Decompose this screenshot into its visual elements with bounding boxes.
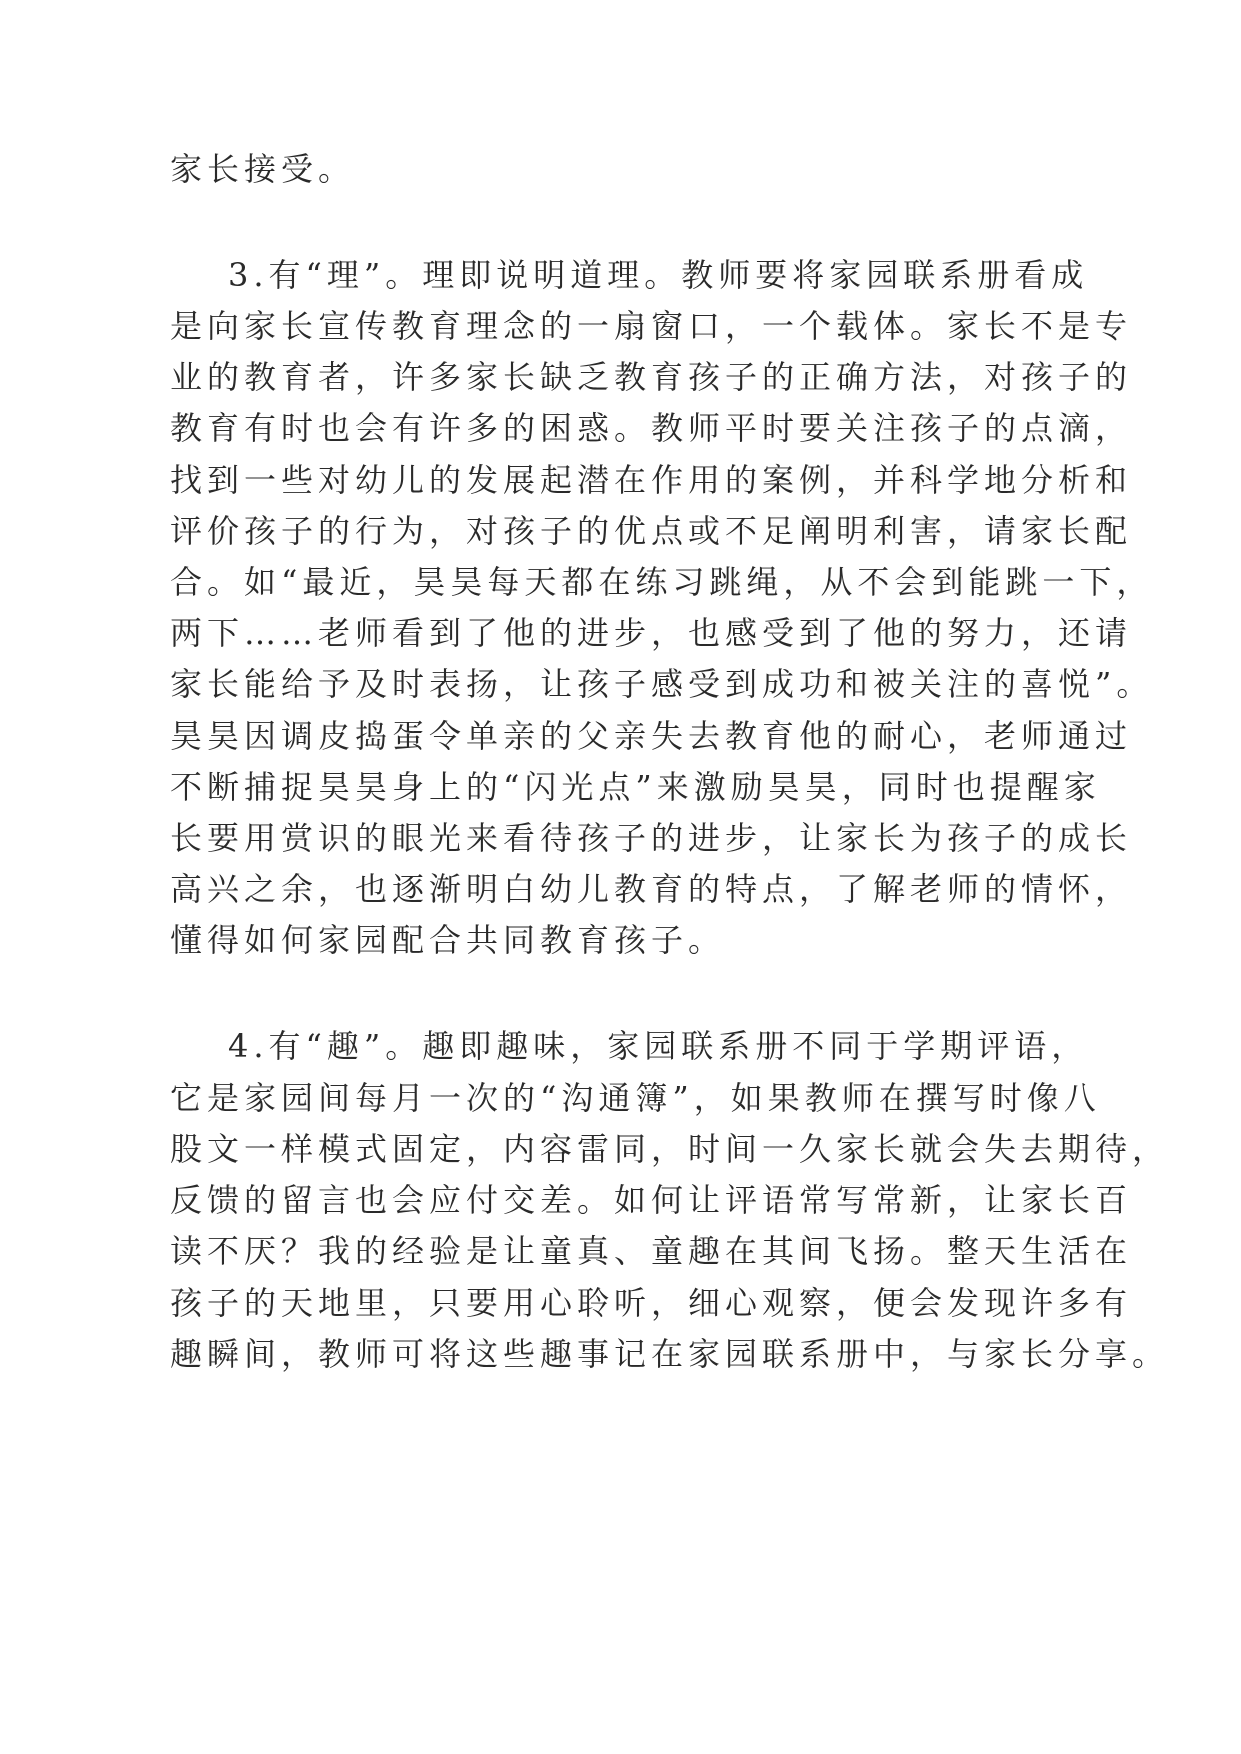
text-line: 它是家园间每月一次的“沟通簿”，如果教师在撰写时像八 <box>170 1079 1101 1117</box>
text-line: 昊昊因调皮捣蛋令单亲的父亲失去教育他的耐心，老师通过 <box>170 717 1133 755</box>
text-line: 两下……老师看到了他的进步，也感受到了他的努力，还请 <box>170 614 1133 652</box>
text-line: 教育有时也会有许多的困惑。教师平时要关注孩子的点滴， <box>170 409 1133 447</box>
text-line: 找到一些对幼儿的发展起潜在作用的案例，并科学地分析和 <box>170 461 1133 499</box>
text-line: 业的教育者，许多家长缺乏教育孩子的正确方法，对孩子的 <box>170 358 1133 396</box>
text-line: 家长接受。 <box>170 150 356 188</box>
text-line: 4.有“趣”。趣即趣味，家园联系册不同于学期评语， <box>228 1027 1089 1065</box>
text-line: 高兴之余，也逐渐明白幼儿教育的特点，了解老师的情怀， <box>170 870 1133 908</box>
text-line: 家长能给予及时表扬，让孩子感受到成功和被关注的喜悦”。 <box>170 665 1154 703</box>
text-line: 合。如“最近，昊昊每天都在练习跳绳，从不会到能跳一下， <box>170 563 1154 601</box>
text-line: 趣瞬间，教师可将这些趣事记在家园联系册中，与家长分享。 <box>170 1335 1170 1373</box>
text-line: 读不厌？我的经验是让童真、童趣在其间飞扬。整天生活在 <box>170 1232 1133 1270</box>
text-line: 评价孩子的行为，对孩子的优点或不足阐明利害，请家长配 <box>170 512 1133 550</box>
text-line: 股文一样模式固定，内容雷同，时间一久家长就会失去期待， <box>170 1130 1170 1168</box>
text-line: 懂得如何家园配合共同教育孩子。 <box>170 921 726 959</box>
text-line: 孩子的天地里，只要用心聆听，细心观察，便会发现许多有 <box>170 1284 1133 1322</box>
text-line: 反馈的留言也会应付交差。如何让评语常写常新，让家长百 <box>170 1181 1133 1219</box>
text-line: 是向家长宣传教育理念的一扇窗口，一个载体。家长不是专 <box>170 307 1133 345</box>
text-line: 3.有“理”。理即说明道理。教师要将家园联系册看成 <box>228 256 1089 294</box>
text-line: 长要用赏识的眼光来看待孩子的进步，让家长为孩子的成长 <box>170 819 1133 857</box>
text-line: 不断捕捉昊昊身上的“闪光点”来激励昊昊，同时也提醒家 <box>170 768 1101 806</box>
